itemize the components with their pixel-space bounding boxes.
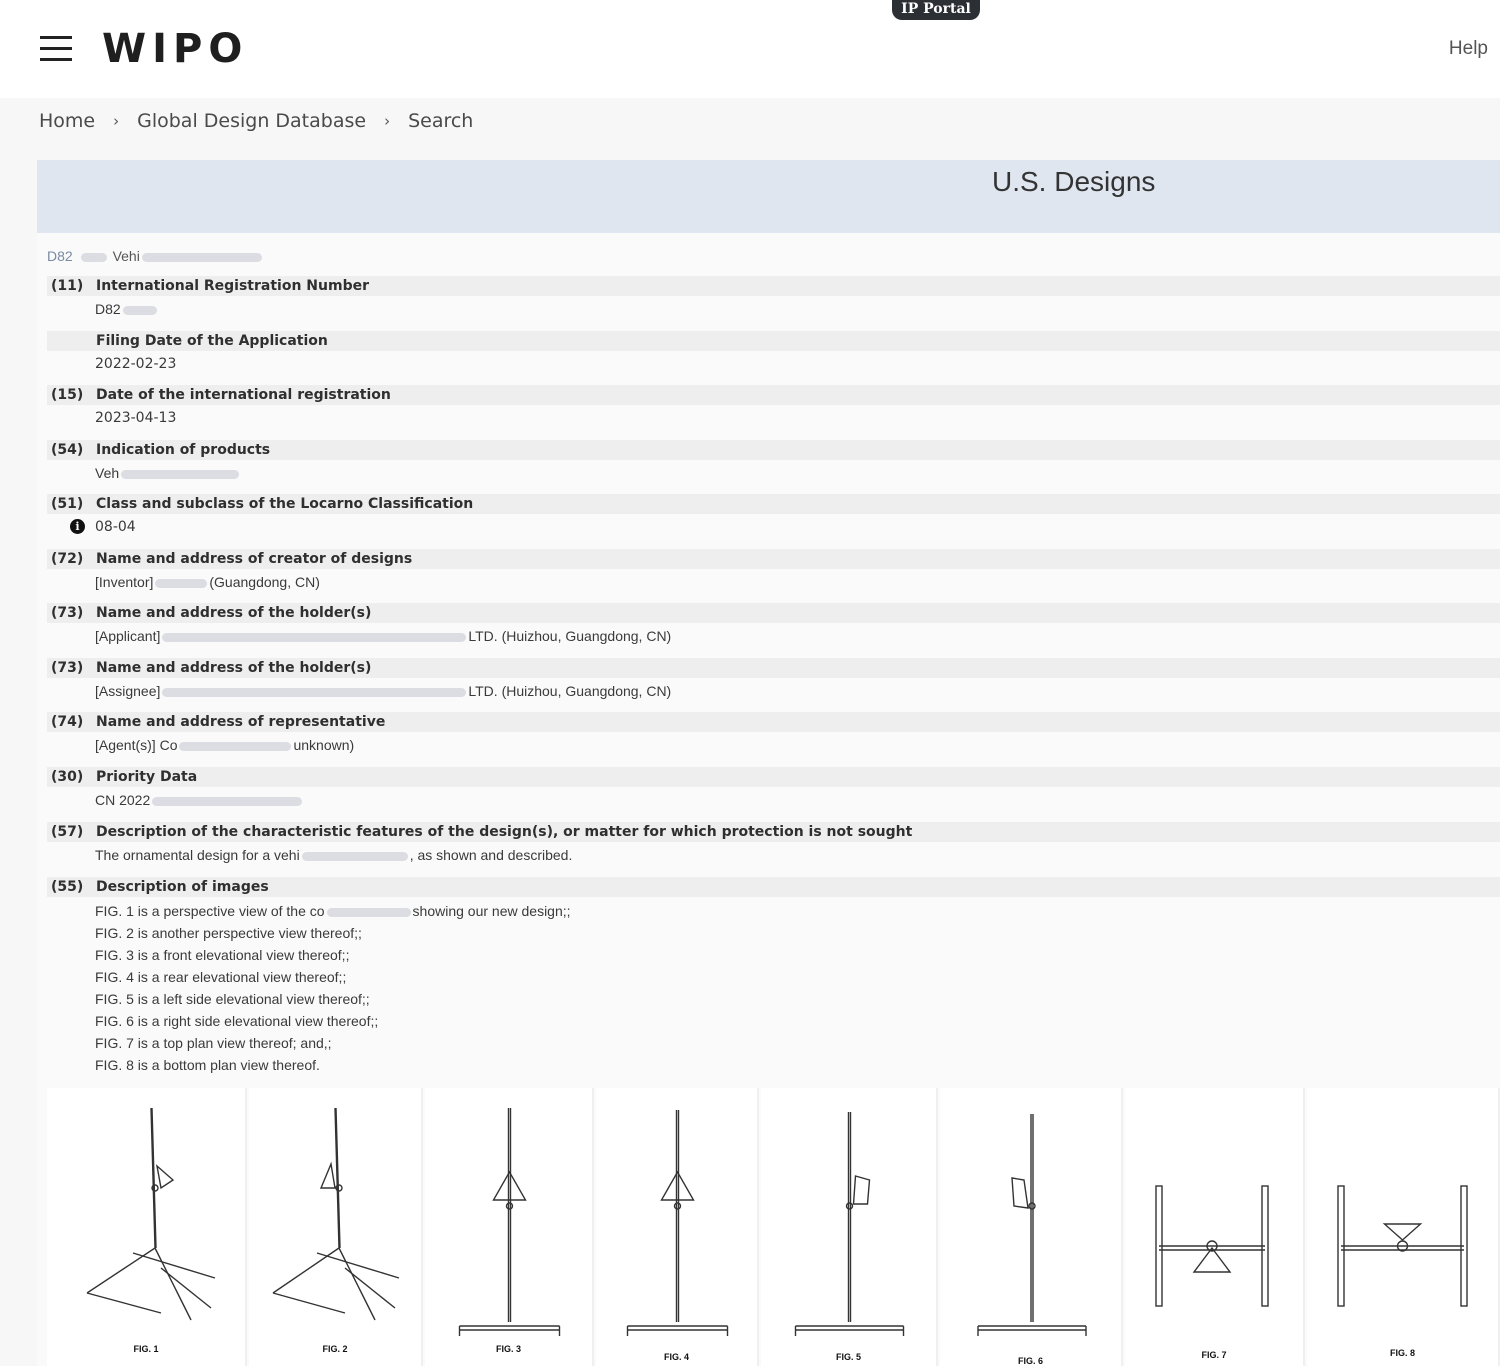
field-label-row: [47, 603, 1500, 623]
field-label: Indication of products: [96, 442, 271, 458]
field-label-row: [47, 494, 1500, 514]
breadcrumb-search[interactable]: Search: [408, 110, 474, 132]
image-description-line: [95, 924, 362, 942]
field-value: [95, 846, 572, 864]
figure-drawing: [249, 1088, 423, 1338]
design-figure-5[interactable]: [761, 1088, 938, 1366]
ip-portal-badge[interactable]: IP Portal: [892, 0, 980, 20]
field-label-row: [47, 822, 1500, 842]
field-label: Name and address of representative: [96, 714, 386, 730]
field-code: (73): [51, 660, 84, 676]
field-label: Name and address of the holder(s): [96, 660, 372, 676]
redacted-text: [327, 908, 411, 917]
help-link[interactable]: Help: [1448, 38, 1488, 59]
field-label: International Registration Number: [96, 278, 369, 294]
collection-title: U.S. Designs: [992, 166, 1156, 197]
image-description-text: FIG. 1 is a perspective view of the co: [95, 903, 325, 919]
field-code: (15): [51, 387, 84, 403]
figure-drawing: [1125, 1088, 1305, 1338]
field-value: [95, 464, 241, 482]
record-heading: [47, 248, 264, 264]
image-description-line: [95, 968, 346, 986]
design-figure-2[interactable]: [249, 1088, 423, 1366]
redacted-text: [123, 306, 157, 315]
figure-drawing: [1307, 1088, 1500, 1338]
breadcrumb-global-design-database[interactable]: Global Design Database: [137, 110, 367, 132]
field-label-row: [47, 276, 1500, 296]
breadcrumb: [39, 110, 473, 132]
field-value-text: [Inventor]: [95, 574, 154, 590]
image-description-text: FIG. 5 is a left side elevational view thereof;;: [95, 991, 370, 1007]
field-label-row: [47, 658, 1500, 678]
field-label-row: [47, 331, 1500, 351]
image-description-text: FIG. 6 is a right side elevational view thereof;;: [95, 1013, 379, 1029]
field-code: (54): [51, 442, 84, 458]
wipo-logo[interactable]: WIPO: [102, 26, 249, 72]
field-label: Description of images: [96, 879, 269, 895]
field-code: (55): [51, 879, 84, 895]
field-value-text: 08-04: [95, 519, 136, 535]
redacted-text: [179, 742, 291, 751]
field-label-row: [47, 385, 1500, 405]
record-title: Vehi: [112, 248, 140, 264]
figure-strip: [47, 1088, 1500, 1366]
field-label: Name and address of the holder(s): [96, 605, 372, 621]
field-value: [95, 300, 159, 318]
field-label: Date of the international registration: [96, 387, 391, 403]
field-value: [95, 791, 304, 809]
field-value-text: [Agent(s)] Co: [95, 737, 178, 753]
field-value-suffix: , as shown and described.: [409, 847, 573, 863]
field-value: [95, 573, 320, 591]
record-id: D82: [47, 248, 73, 264]
redacted-text: [162, 633, 466, 642]
field-label-row: [47, 549, 1500, 569]
collection-band: [37, 160, 1500, 233]
figure-caption: FIG. 5: [835, 1352, 861, 1362]
figure-drawing: [596, 1088, 759, 1338]
figure-drawing: [761, 1088, 938, 1338]
image-description-text: FIG. 3 is a front elevational view thereof;;: [95, 947, 350, 963]
image-description-text: FIG. 7 is a top plan view thereof; and,;: [95, 1035, 332, 1051]
figure-drawing: [47, 1088, 247, 1338]
image-description-suffix: showing our new design;;: [412, 903, 571, 919]
field-value-text: [Applicant]: [95, 628, 161, 644]
field-code: (51): [51, 496, 84, 512]
field-value-text: The ornamental design for a vehi: [95, 847, 300, 863]
field-code: (57): [51, 824, 84, 840]
image-description-line: [95, 902, 571, 920]
figure-drawing: [425, 1088, 594, 1338]
design-figure-7[interactable]: [1125, 1088, 1305, 1366]
field-label-row: [47, 712, 1500, 732]
design-figure-6[interactable]: [940, 1088, 1123, 1366]
field-code: (72): [51, 551, 84, 567]
figure-caption: FIG. 3: [495, 1344, 521, 1354]
field-value: [95, 682, 671, 700]
image-description-text: FIG. 2 is another perspective view thereof;;: [95, 925, 362, 941]
figure-caption: FIG. 7: [1201, 1350, 1227, 1360]
field-code: (30): [51, 769, 84, 785]
field-value-suffix: LTD. (Huizhou, Guangdong, CN): [468, 683, 672, 699]
figure-caption: FIG. 2: [322, 1344, 348, 1354]
breadcrumb-separator: ›: [384, 112, 391, 130]
field-label-row: [47, 767, 1500, 787]
breadcrumb-home[interactable]: Home: [39, 110, 96, 132]
field-code: (73): [51, 605, 84, 621]
image-description-line: [95, 1034, 332, 1052]
field-label: Description of the characteristic features of the design(s), or matter for which protection is not sought: [96, 824, 913, 840]
field-value: [95, 409, 176, 427]
info-icon[interactable]: i: [70, 519, 85, 534]
field-label: Class and subclass of the Locarno Classification: [96, 496, 474, 512]
field-value-suffix: unknown): [293, 737, 355, 753]
redacted-text: [121, 470, 239, 479]
field-label-row: [47, 440, 1500, 460]
field-code: (11): [51, 278, 84, 294]
site-header: [0, 0, 1500, 98]
field-label: Priority Data: [96, 769, 198, 785]
field-value-suffix: (Guangdong, CN): [209, 574, 320, 590]
image-description-line: [95, 990, 370, 1008]
breadcrumb-separator: ›: [113, 112, 120, 130]
field-value-suffix: LTD. (Huizhou, Guangdong, CN): [468, 628, 672, 644]
field-value: [95, 355, 176, 373]
field-label-row: [47, 877, 1500, 897]
field-value-text: Veh: [95, 465, 120, 481]
design-figure-1[interactable]: [47, 1088, 247, 1366]
field-label: Filing Date of the Application: [96, 333, 328, 349]
image-description-line: [95, 1012, 378, 1030]
field-code: (74): [51, 714, 84, 730]
redacted-text: [155, 579, 207, 588]
image-description-line: [95, 1056, 320, 1074]
design-figure-3[interactable]: [425, 1088, 594, 1366]
figure-caption: FIG. 8: [1389, 1348, 1415, 1358]
redacted-text: [162, 688, 466, 697]
field-value: [95, 627, 671, 645]
field-value: [95, 518, 136, 536]
field-label: Name and address of creator of designs: [96, 551, 413, 567]
figure-caption: FIG. 4: [663, 1352, 689, 1362]
field-value-text: 2022-02-23: [95, 356, 177, 372]
image-description-text: FIG. 4 is a rear elevational view thereof;;: [95, 969, 347, 985]
figure-caption: FIG. 6: [1017, 1356, 1043, 1366]
field-value-text: [Assignee]: [95, 683, 161, 699]
image-description-line: [95, 946, 349, 964]
figure-caption: FIG. 1: [133, 1344, 159, 1354]
design-figure-8[interactable]: [1307, 1088, 1500, 1366]
redacted-text: [152, 797, 302, 806]
record-details: [37, 233, 1500, 1366]
field-value: [95, 736, 354, 754]
image-description-text: FIG. 8 is a bottom plan view thereof.: [95, 1057, 320, 1073]
menu-icon[interactable]: [40, 36, 72, 62]
field-value-text: D82: [95, 301, 121, 317]
field-value-text: CN 2022: [95, 792, 151, 808]
redacted-text: [302, 852, 408, 861]
design-figure-4[interactable]: [596, 1088, 759, 1366]
field-value-text: 2023-04-13: [95, 410, 177, 426]
figure-drawing: [940, 1088, 1123, 1338]
